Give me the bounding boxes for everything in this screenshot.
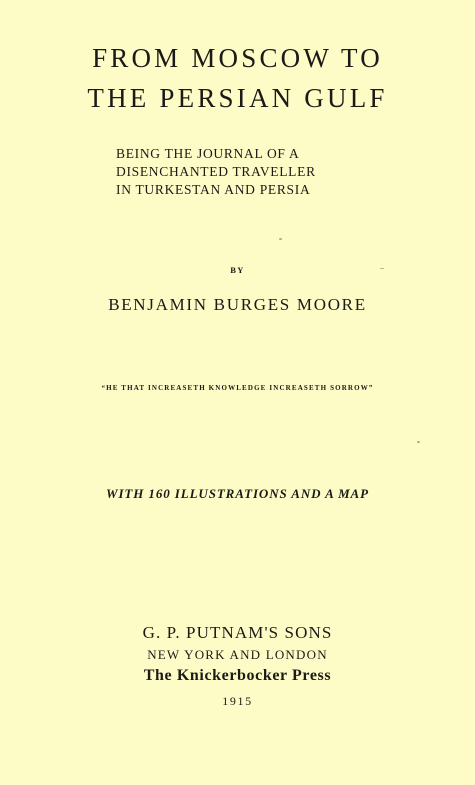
publisher-name: G. P. PUTNAM'S SONS xyxy=(142,623,333,642)
subtitle xyxy=(116,145,376,199)
illustrations-note: WITH 160 ILLUSTRATIONS AND A MAP xyxy=(106,486,369,501)
book-title-line-1: FROM MOSCOW TO xyxy=(92,43,383,73)
press-name: The Knickerbocker Press xyxy=(143,667,332,684)
epigraph: “HE THAT INCREASETH KNOWLEDGE INCREASETH SORROW” xyxy=(101,384,374,392)
paper-speck xyxy=(417,441,420,443)
subtitle-line-3: IN TURKESTAN AND PERSIA xyxy=(116,182,311,197)
subtitle-line-2: DISENCHANTED TRAVELLER xyxy=(116,164,316,179)
by-label: BY xyxy=(230,265,245,275)
book-title-line-2: THE PERSIAN GULF xyxy=(87,83,388,113)
paper-speck xyxy=(380,268,384,269)
publisher-place: NEW YORK AND LONDON xyxy=(147,647,328,662)
publication-year: 1915 xyxy=(222,694,253,708)
paper-speck xyxy=(279,238,282,240)
subtitle-line-1: BEING THE JOURNAL OF A xyxy=(116,146,300,161)
author-name: BENJAMIN BURGES MOORE xyxy=(108,295,367,314)
